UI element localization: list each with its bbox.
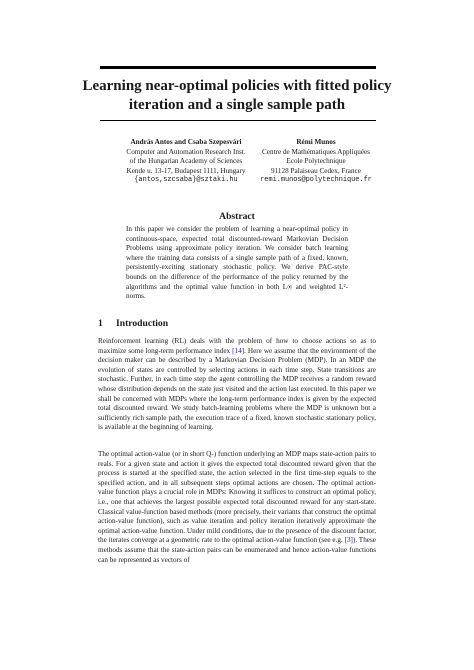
title-line-1: Learning near-optimal policies with fitted policy (82, 78, 392, 94)
paragraph-text: . Here we assume that the environment of the decision maker can be described by a Markovian Decision Problem (MDP). In an MDP the evolution of states are controlled by selecting actions in each time step. State transitions are stochastic. Further, in each time step the agent controlling the MDP receives a random reward whose distribution depends on the state just visited and the action last executed. In this paper we shall be concerned with MDPs where the long-term performance index is given by the expected total discounted reward. We study batch-learning problems where the MDP is unknown but a sufficiently rich sample path, the execution trace of a fixed, known stochastic stationary policy, is available at the beginning of learning. (98, 346, 376, 432)
email-line: {antos,szcsaba}@sztaki.hu (134, 176, 238, 185)
citation-link[interactable]: [14] (232, 346, 245, 355)
title-bottom-rule (100, 120, 376, 121)
section-number: 1 (98, 318, 103, 329)
intro-paragraph-1 (98, 337, 376, 433)
affiliation-line-1: Computer and Automation Research Inst. (126, 147, 246, 156)
author-block-right (240, 138, 392, 186)
address-line: Kende u. 13-17, Budapest 1111, Hungary (126, 166, 246, 175)
affiliation-line-2: of the Hungarian Academy of Sciences (129, 157, 243, 166)
paragraph-text: ). These methods assume that the state-action pairs can be enumerated and hence action-value functions can be represented as vectors of (98, 536, 376, 564)
section-title: Introduction (116, 318, 169, 329)
affiliation-line-1: Centre de Mathématiques Appliquées (262, 147, 370, 156)
intro-paragraph-2 (98, 450, 376, 565)
paragraph-text: The optimal action-value (or in short Q-) function underlying an MDP maps state-action pairs to reals. For a given state and action it gives the expected total discounted reward given that the process is started at the specified state, the action selected in the first time-step equals to the specified action, and in all subsequent steps optimal actions are chosen. The optimal action-value function plays a crucial role in MDPs: Knowing it suffices to construct an optimal policy, i.e., one that achieves the largest possible expected total discounted reward for any start-state. Classical value-function based methods (more precisely, their variants that construct the optimal action-value function), such as value iteration and policy iteration iteratively approximate the optimal action-value function. Under mild conditions, due to the presence of the discount factor, the iterates converge at a geometric rate to the optimal action-value function (see e.g. (98, 450, 376, 545)
citation-link[interactable]: [3] (344, 536, 353, 545)
abstract-heading: Abstract (219, 211, 255, 222)
section-heading (98, 318, 168, 329)
paragraph-text: Reinforcement learning (RL) deals with the problem of how to choose actions so as to maximize some long-term performance index (98, 337, 376, 355)
email-line: remi.munos@polytechnique.fr (260, 176, 372, 185)
author-names: Rémi Munos (296, 138, 336, 146)
address-line: 91128 Palaiseau Cedex, France (271, 166, 361, 175)
paper-title (80, 77, 394, 115)
affiliation-line-2: Ecole Polytechnique (286, 157, 346, 166)
title-top-rule (100, 66, 376, 69)
author-names: András Antos and Csaba Szepesvári (130, 138, 242, 146)
title-line-2: iteration and a single sample path (128, 97, 346, 113)
abstract-text: In this paper we consider the problem of learning a near-optimal policy in continuous-space, expected total discounted-reward Markovian Decision Problems using approximate policy iteration. We consider batch learning where the training data consists of a single sample path of a fixed, known, persistently-exciting stationary stochastic policy. We derive PAC-style bounds on the difference of the performance of the policy returned by the algorithms and the optimal value function in both L∞ and weighted L²-norms. (126, 225, 348, 301)
